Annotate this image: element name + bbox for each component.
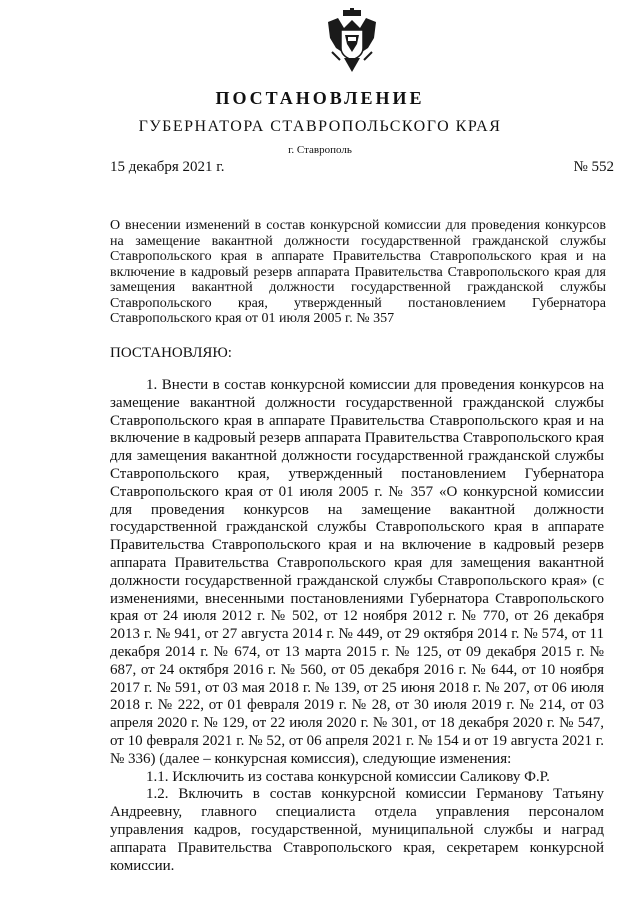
- paragraph-1: 1. Внести в состав конкурсной комиссии для проведения конкурсов на замещение вакантной должности государственной гражданской службы Ставропольского края в аппарате Правительства Ставропольского края и на включение в кадровый резерв аппарата Правительства Ставропольского края для замещения вакантной должности государственной гражданской службы Ставропольского края, утвержденный постановлением Губернатора Ставропольского края от 01 июля 2005 г. № 357 «О конкурсной комиссии для проведения конкурсов на замещение вакантной должности государственной гражданской службы Ставропольского края в аппарате Правительства Ставропольского края и на включение в кадровый резерв аппарата Правительства Ставропольского края для замещения вакантной должности государственной гражданской службы Ставропольского края» (с изменениями, внесенными постановлениями Губернатора Ставропольского края от 24 июля 2012 г. № 502, от 12 ноября 2012 г. № 770, от 26 декабря 2013 г. № 941, от 27 августа 2014 г. № 449, от 29 октября 2014 г. № 574, от 11 декабря 2014 г. № 674, от 13 марта 2015 г. № 125, от 09 декабря 2015 г. № 687, от 24 октября 2016 г. № 560, от 05 декабря 2016 г. № 644, от 10 ноября 2017 г. № 591, от 03 мая 2018 г. № 139, от 25 июня 2018 г. № 207, от 06 июля 2018 г. № 222, от 01 февраля 2019 г. № 28, от 30 июля 2019 г. № 214, от 03 апреля 2020 г. № 129, от 22 июля 2020 г. № 301, от 18 декабря 2020 г. № 547, от 10 февраля 2021 г. № 52, от 06 апреля 2021 г. № 154 и от 19 августа 2021 г. № 336) (далее – конкурсная комиссия), следующие изменения:: [110, 377, 604, 767]
- issuer-title: ГУБЕРНАТОРА СТАВРОПОЛЬСКОГО КРАЯ: [138, 118, 502, 135]
- coat-of-arms-emblem: [324, 8, 380, 74]
- document-date: 15 декабря 2021 г.: [110, 159, 225, 175]
- document-body: [110, 377, 604, 875]
- stavropol-coat-of-arms-icon: [324, 8, 380, 74]
- decree-word: ПОСТАНОВЛЯЮ:: [110, 345, 232, 361]
- paragraph-1-2: 1.2. Включить в состав конкурсной комиссии Германову Татьяну Андреевну, главного специалиста отдела управления персоналом управления кадров, государственной, муниципальной службы и наград аппарата Правительства Ставропольского края, секретарем конкурсной комиссии.: [110, 786, 604, 874]
- city: г. Ставрополь: [288, 144, 352, 156]
- document-number: № 552: [573, 159, 614, 175]
- document-subject: О внесении изменений в состав конкурсной комиссии для проведения конкурсов на замещение вакантной должности государственной гражданской службы Ставропольского края в аппарате Правительства Ставропольского края и на включение в кадровый резерв аппарата Правительства Ставропольского края для замещения вакантной должности государственной гражданской службы Ставропольского края, утвержденный постановлением Губернатора Ставропольского края от 01 июля 2005 г. № 357: [110, 218, 606, 326]
- document-title: ПОСТАНОВЛЕНИЕ: [215, 88, 425, 108]
- paragraph-1-1: 1.1. Исключить из состава конкурсной комиссии Саликову Ф.Р.: [146, 768, 550, 785]
